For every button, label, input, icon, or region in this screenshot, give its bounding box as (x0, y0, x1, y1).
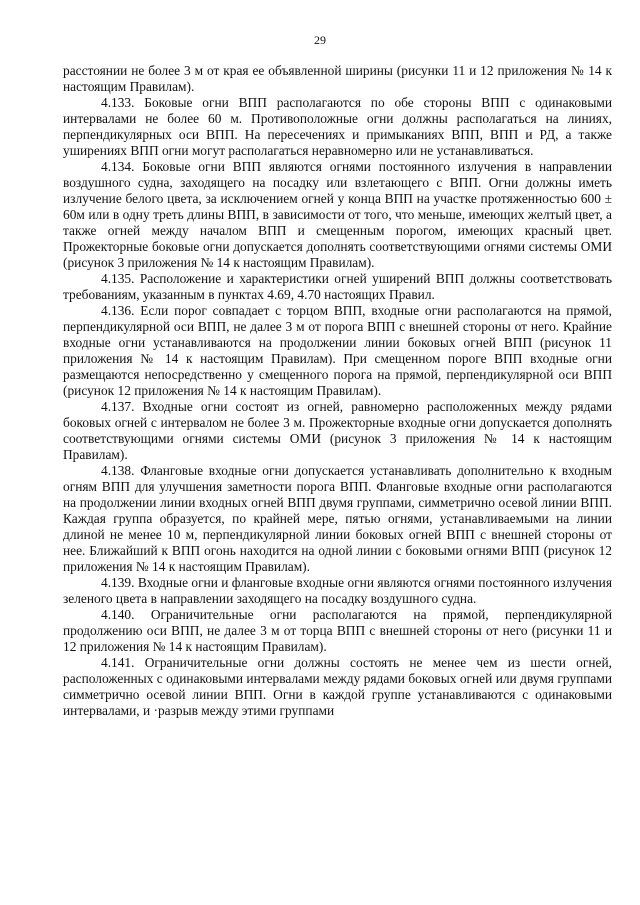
paragraph-4-135: 4.135. Расположение и характеристики огней уширений ВПП должны соответствовать требованиям, указанным в пунктах 4.69, 4.70 настоящих Правил. (63, 271, 612, 302)
paragraph-4-140: 4.140. Ограничительные огни располагаются на прямой, перпендикулярной продолжению оси ВПП, не далее 3 м от торца ВПП с внешней стороны от него (рисунки 11 и 12 приложения № 14 к настоящим Правилам). (63, 607, 612, 654)
body-text (63, 63, 612, 719)
paragraph-4-137: 4.137. Входные огни состоят из огней, равномерно расположенных между рядами боковых огней с интервалом не более 3 м. Прожекторные входные огни допускается дополнять соответствующими огнями системы ОМИ (рисунок 3 приложения № 14 к настоящим Правилам). (63, 399, 612, 462)
page-number: 29 (314, 33, 326, 47)
paragraph-4-141: 4.141. Ограничительные огни должны состоять не менее чем из шести огней, расположенных с одинаковыми интервалами между рядами боковых огней или двумя группами симметрично осевой линии ВПП. Огни в каждой группе устанавливаются с одинаковыми интервалами, и ·разрыв между этими группами (63, 655, 612, 718)
paragraph-4-133: 4.133. Боковые огни ВПП располагаются по обе стороны ВПП с одинаковыми интервалами не более 60 м. Противоположные огни должны располагаться на линиях, перпендикулярных оси ВПП. На пересечениях и примыканиях ВПП, ВПП и РД, а также уширениях ВПП огни могут располагаться неравномерно или не устанавливаться. (63, 95, 612, 158)
paragraph-4-139: 4.139. Входные огни и фланговые входные огни являются огнями постоянного излучения зеленого цвета в направлении заходящего на посадку воздушного судна. (63, 575, 612, 606)
paragraph-4-136: 4.136. Если порог совпадает с торцом ВПП, входные огни располагаются на прямой, перпендикулярной оси ВПП, не далее 3 м от порога ВПП с внешней стороны от него. Крайние входные огни устанавливаются на продолжении линии боковых огней ВПП (рисунок 11 приложения № 14 к настоящим Правилам). При смещенном пороге ВПП входные огни размещаются непосредственно у смещенного порога на прямой, перпендикулярной оси ВПП (рисунок 12 приложения № 14 к настоящим Правилам). (63, 303, 612, 398)
paragraph-continuation: расстоянии не более 3 м от края ее объявленной ширины (рисунки 11 и 12 приложения № 14 к настоящим Правилам). (63, 63, 612, 94)
paragraph-4-138: 4.138. Фланговые входные огни допускается устанавливать дополнительно к входным огням ВПП для улучшения заметности порога ВПП. Фланговые входные огни располагаются на продолжении линии входных огней ВПП двумя группами, симметрично осевой линии ВПП. Каждая группа образуется, по крайней мере, пятью огнями, устанавливаемыми на линии длиной не менее 10 м, перпендикулярной линии боковых огней ВПП с внешней стороны от нее. Ближайший к ВПП огонь находится на одной линии с боковыми огнями ВПП (рисунок 12 приложения № 14 к настоящим Правилам). (63, 463, 612, 574)
paragraph-4-134: 4.134. Боковые огни ВПП являются огнями постоянного излучения в направлении воздушного судна, заходящего на посадку или взлетающего с ВПП. Огни должны иметь излучение белого цвета, за исключением огней у конца ВПП на участке протяженностью 600 ± 60м или в одну треть длины ВПП, в зависимости от того, что меньше, имеющих желтый цвет, а также огней между началом ВПП и смещенным порогом, имеющих красный цвет. Прожекторные боковые огни допускается дополнять соответствующими огнями системы ОМИ (рисунок 3 приложения № 14 к настоящим Правилам). (63, 159, 612, 270)
